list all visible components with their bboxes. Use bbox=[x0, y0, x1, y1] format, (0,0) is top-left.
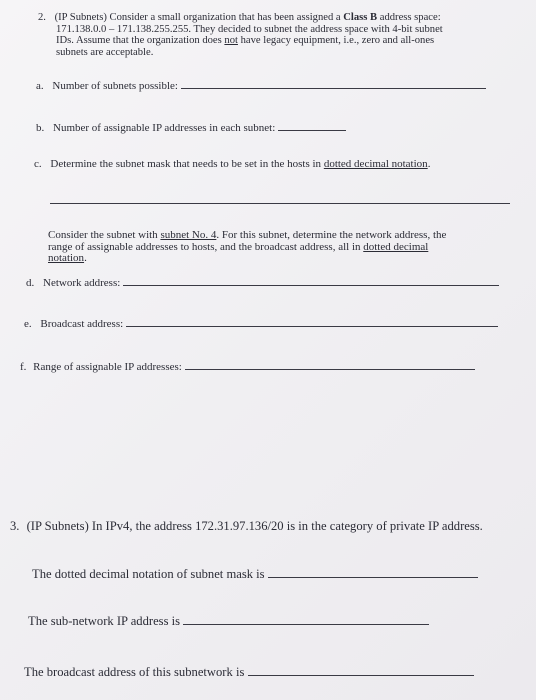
q2-line4: subnets are acceptable. bbox=[56, 46, 154, 58]
answer-blank-a[interactable] bbox=[181, 87, 486, 89]
q2-intro-text-end: address space: bbox=[377, 12, 441, 23]
para-line2 bbox=[48, 242, 516, 254]
answer-blank-f[interactable] bbox=[185, 368, 475, 370]
q2-item-c bbox=[34, 158, 514, 170]
q2-item-d bbox=[26, 277, 516, 289]
para-notation: notation bbox=[48, 252, 85, 264]
answer-blank-subnet[interactable] bbox=[183, 623, 429, 625]
item-c-period: . bbox=[427, 158, 431, 170]
q2-item-e bbox=[24, 318, 518, 330]
item-b-text: Number of assignable IP addresses in each subnet: bbox=[53, 122, 276, 134]
item-a-label: a. bbox=[36, 80, 44, 92]
q2-tag: (IP Subnets) bbox=[54, 12, 107, 23]
para-line1-a: Consider the subnet with bbox=[48, 229, 161, 241]
q2-subnet-paragraph bbox=[48, 230, 516, 265]
q2-class-b: Class B bbox=[343, 12, 378, 23]
para-dotted-decimal: dotted decimal bbox=[363, 240, 429, 253]
para-line3 bbox=[48, 253, 516, 265]
para-subnet-no: subnet No. 4 bbox=[160, 229, 217, 241]
q3-broadcast-row bbox=[24, 665, 529, 680]
para-line3-period: . bbox=[84, 252, 87, 264]
answer-blank-d[interactable] bbox=[123, 284, 499, 286]
para-line2-a: range of assignable addresses to hosts, and the broadcast address, all in bbox=[48, 240, 364, 253]
q3-subnet-row bbox=[28, 614, 522, 629]
q2-line3-b: have legacy equipment, i.e., zero and all-ones bbox=[237, 35, 435, 46]
q3-mask-label: The dotted decimal notation of subnet mask is bbox=[32, 567, 265, 581]
answer-blank-e[interactable] bbox=[126, 325, 498, 327]
item-c-underlined: dotted decimal notation bbox=[323, 158, 428, 170]
q3-broadcast-label: The broadcast address of this subnetwork is bbox=[24, 665, 245, 679]
q2-intro bbox=[38, 12, 508, 58]
q3-subnet-label: The sub-network IP address is bbox=[28, 614, 181, 628]
q2-line2: 171.138.0.0 – 171.138.255.255. They decided to subnet the address space with 4-bit subnet bbox=[56, 23, 443, 35]
q3-text: (IP Subnets) In IPv4, the address 172.31.97.136/20 is in the category of private IP address. bbox=[26, 519, 483, 533]
q3-number: 3. bbox=[10, 519, 20, 533]
item-a-text: Number of subnets possible: bbox=[52, 80, 178, 92]
para-line1-b: . For this subnet, determine the network address, the bbox=[216, 229, 447, 241]
item-d-label: d. bbox=[26, 277, 35, 289]
answer-blank-b[interactable] bbox=[278, 129, 346, 131]
q2-item-f bbox=[20, 361, 520, 373]
item-f-text: Range of assignable IP addresses: bbox=[33, 361, 182, 373]
item-c-text: Determine the subnet mask that needs to be set in the hosts in bbox=[50, 158, 324, 170]
answer-blank-mask[interactable] bbox=[268, 576, 478, 578]
item-d-text: Network address: bbox=[43, 277, 121, 289]
q3-question bbox=[10, 519, 530, 534]
q2-item-b bbox=[36, 122, 506, 134]
item-f-label: f. bbox=[20, 361, 27, 373]
q2-item-a bbox=[36, 80, 506, 92]
q2-not: not bbox=[224, 35, 238, 46]
q2-intro-text: Consider a small organization that has been assigned a bbox=[109, 12, 344, 23]
answer-blank-broadcast[interactable] bbox=[248, 674, 474, 676]
item-b-label: b. bbox=[36, 122, 45, 134]
item-e-text: Broadcast address: bbox=[40, 318, 124, 330]
answer-blank-c[interactable] bbox=[50, 203, 510, 204]
q2-line3 bbox=[38, 35, 508, 47]
q2-number: 2. bbox=[38, 12, 46, 23]
item-c-label: c. bbox=[34, 158, 42, 170]
q3-mask-row bbox=[32, 567, 522, 582]
q2-line3-a: IDs. Assume that the organization does bbox=[56, 35, 225, 46]
item-e-label: e. bbox=[24, 318, 32, 330]
